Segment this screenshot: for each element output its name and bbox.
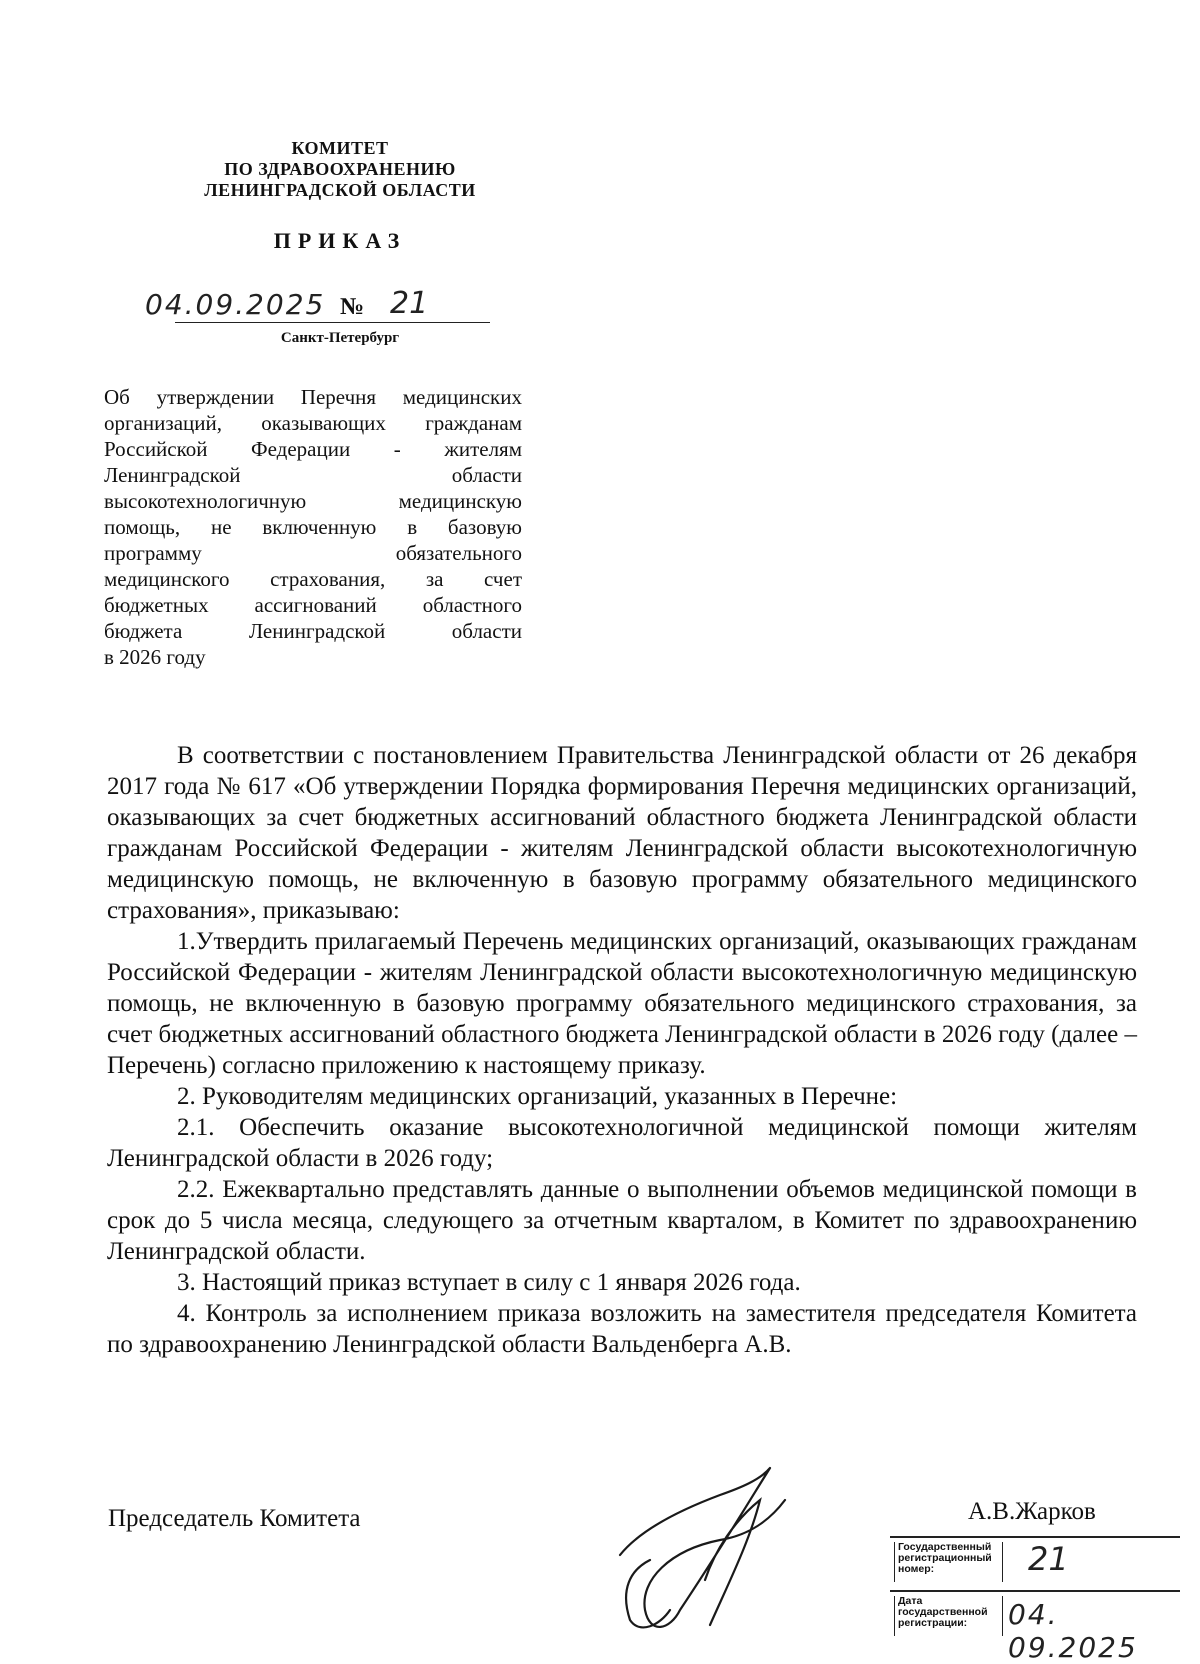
subject-line: высокотехнологичную медицинскую — [104, 489, 522, 513]
subject-line: Российской Федерации - жителям — [104, 437, 522, 461]
registration-stamp — [890, 1536, 1180, 1664]
subject-line: помощь, не включенную в базовую — [104, 515, 522, 539]
org-line: КОМИТЕТ — [291, 138, 389, 158]
subject-line: Об утверждении Перечня медицинских — [104, 385, 522, 409]
registration-date-value: 04. 09.2025 — [1008, 1598, 1138, 1664]
registration-number-value: 21 — [1028, 1540, 1069, 1578]
org-line: ПО ЗДРАВООХРАНЕНИЮ — [224, 159, 456, 179]
order-subject — [104, 384, 522, 670]
clause-2-2: 2.2. Ежеквартально представлять данные о выполнении объемов медицинской помощи в срок до 5 числа месяца, следующего за отчетным кварталом, в Комитет по здравоохранению Ленинградской области. — [107, 1176, 1137, 1265]
registration-date-row — [890, 1590, 1180, 1664]
clause-4: 4. Контроль за исполнением приказа возложить на заместителя председателя Комитета по здравоохранению Ленинградской области Вальденберга А.В. — [107, 1300, 1137, 1358]
handwritten-number: 21 — [390, 286, 429, 321]
subject-line: бюджета Ленинградской области — [104, 619, 522, 643]
registration-number-label: Государственный регистрационный номер: — [894, 1542, 1003, 1582]
org-line: ЛЕНИНГРАДСКОЙ ОБЛАСТИ — [204, 180, 476, 200]
clause-2-1: 2.1. Обеспечить оказание высокотехнологичной медицинской помощи жителям Ленинградской области в 2026 году; — [107, 1114, 1137, 1172]
clause-3: 3. Настоящий приказ вступает в силу с 1 января 2026 года. — [177, 1269, 801, 1296]
clause-2: 2. Руководителям медицинских организаций, указанных в Перечне: — [177, 1083, 898, 1110]
number-sign: № — [340, 294, 365, 320]
subject-line: медицинского страхования, за счет — [104, 567, 522, 591]
handwritten-signature — [610, 1460, 810, 1640]
subject-line: бюджетных ассигнований областного — [104, 593, 522, 617]
organization-header — [160, 138, 520, 201]
clause-1: 1.Утвердить прилагаемый Перечень медицинских организаций, оказывающих гражданам Российской Федерации - жителям Ленинградской области высокотехнологичную медицинскую помощь, не включенную в базовую программу обязательного медицинского страхования, за счет бюджетных ассигнований областного бюджета Ленинградской области в 2026 году (далее – Перечень) согласно приложению к настоящему приказу. — [107, 928, 1137, 1079]
registration-date-label: Дата государственной регистрации: — [894, 1596, 1003, 1636]
subject-line: организаций, оказывающих гражданам — [104, 411, 522, 435]
order-body — [107, 740, 1137, 1360]
underline — [175, 322, 490, 323]
document-type: ПРИКАЗ — [273, 228, 407, 253]
handwritten-date: 04.09.2025 — [145, 288, 326, 321]
registration-number-row — [890, 1538, 1180, 1586]
subject-line: в 2026 году — [104, 645, 206, 669]
signatory-name: А.В.Жарков — [968, 1498, 1096, 1525]
preamble-paragraph: В соответствии с постановлением Правительства Ленинградской области от 26 декабря 2017 года № 617 «Об утверждении Порядка формирования Перечня медицинских организаций, оказывающих за счет бюджетных ассигнований областного бюджета Ленинградской области гражданам Российской Федерации - жителям Ленинградской области высокотехнологичную медицинскую помощь, не включенную в базовую программу обязательного медицинского страхования», приказываю: — [107, 742, 1137, 924]
signatory-title: Председатель Комитета — [108, 1505, 361, 1532]
subject-line: Ленинградской области — [104, 463, 522, 487]
city-label: Санкт-Петербург — [280, 330, 400, 346]
subject-line: программу обязательного — [104, 541, 522, 565]
date-number-line — [145, 288, 490, 324]
